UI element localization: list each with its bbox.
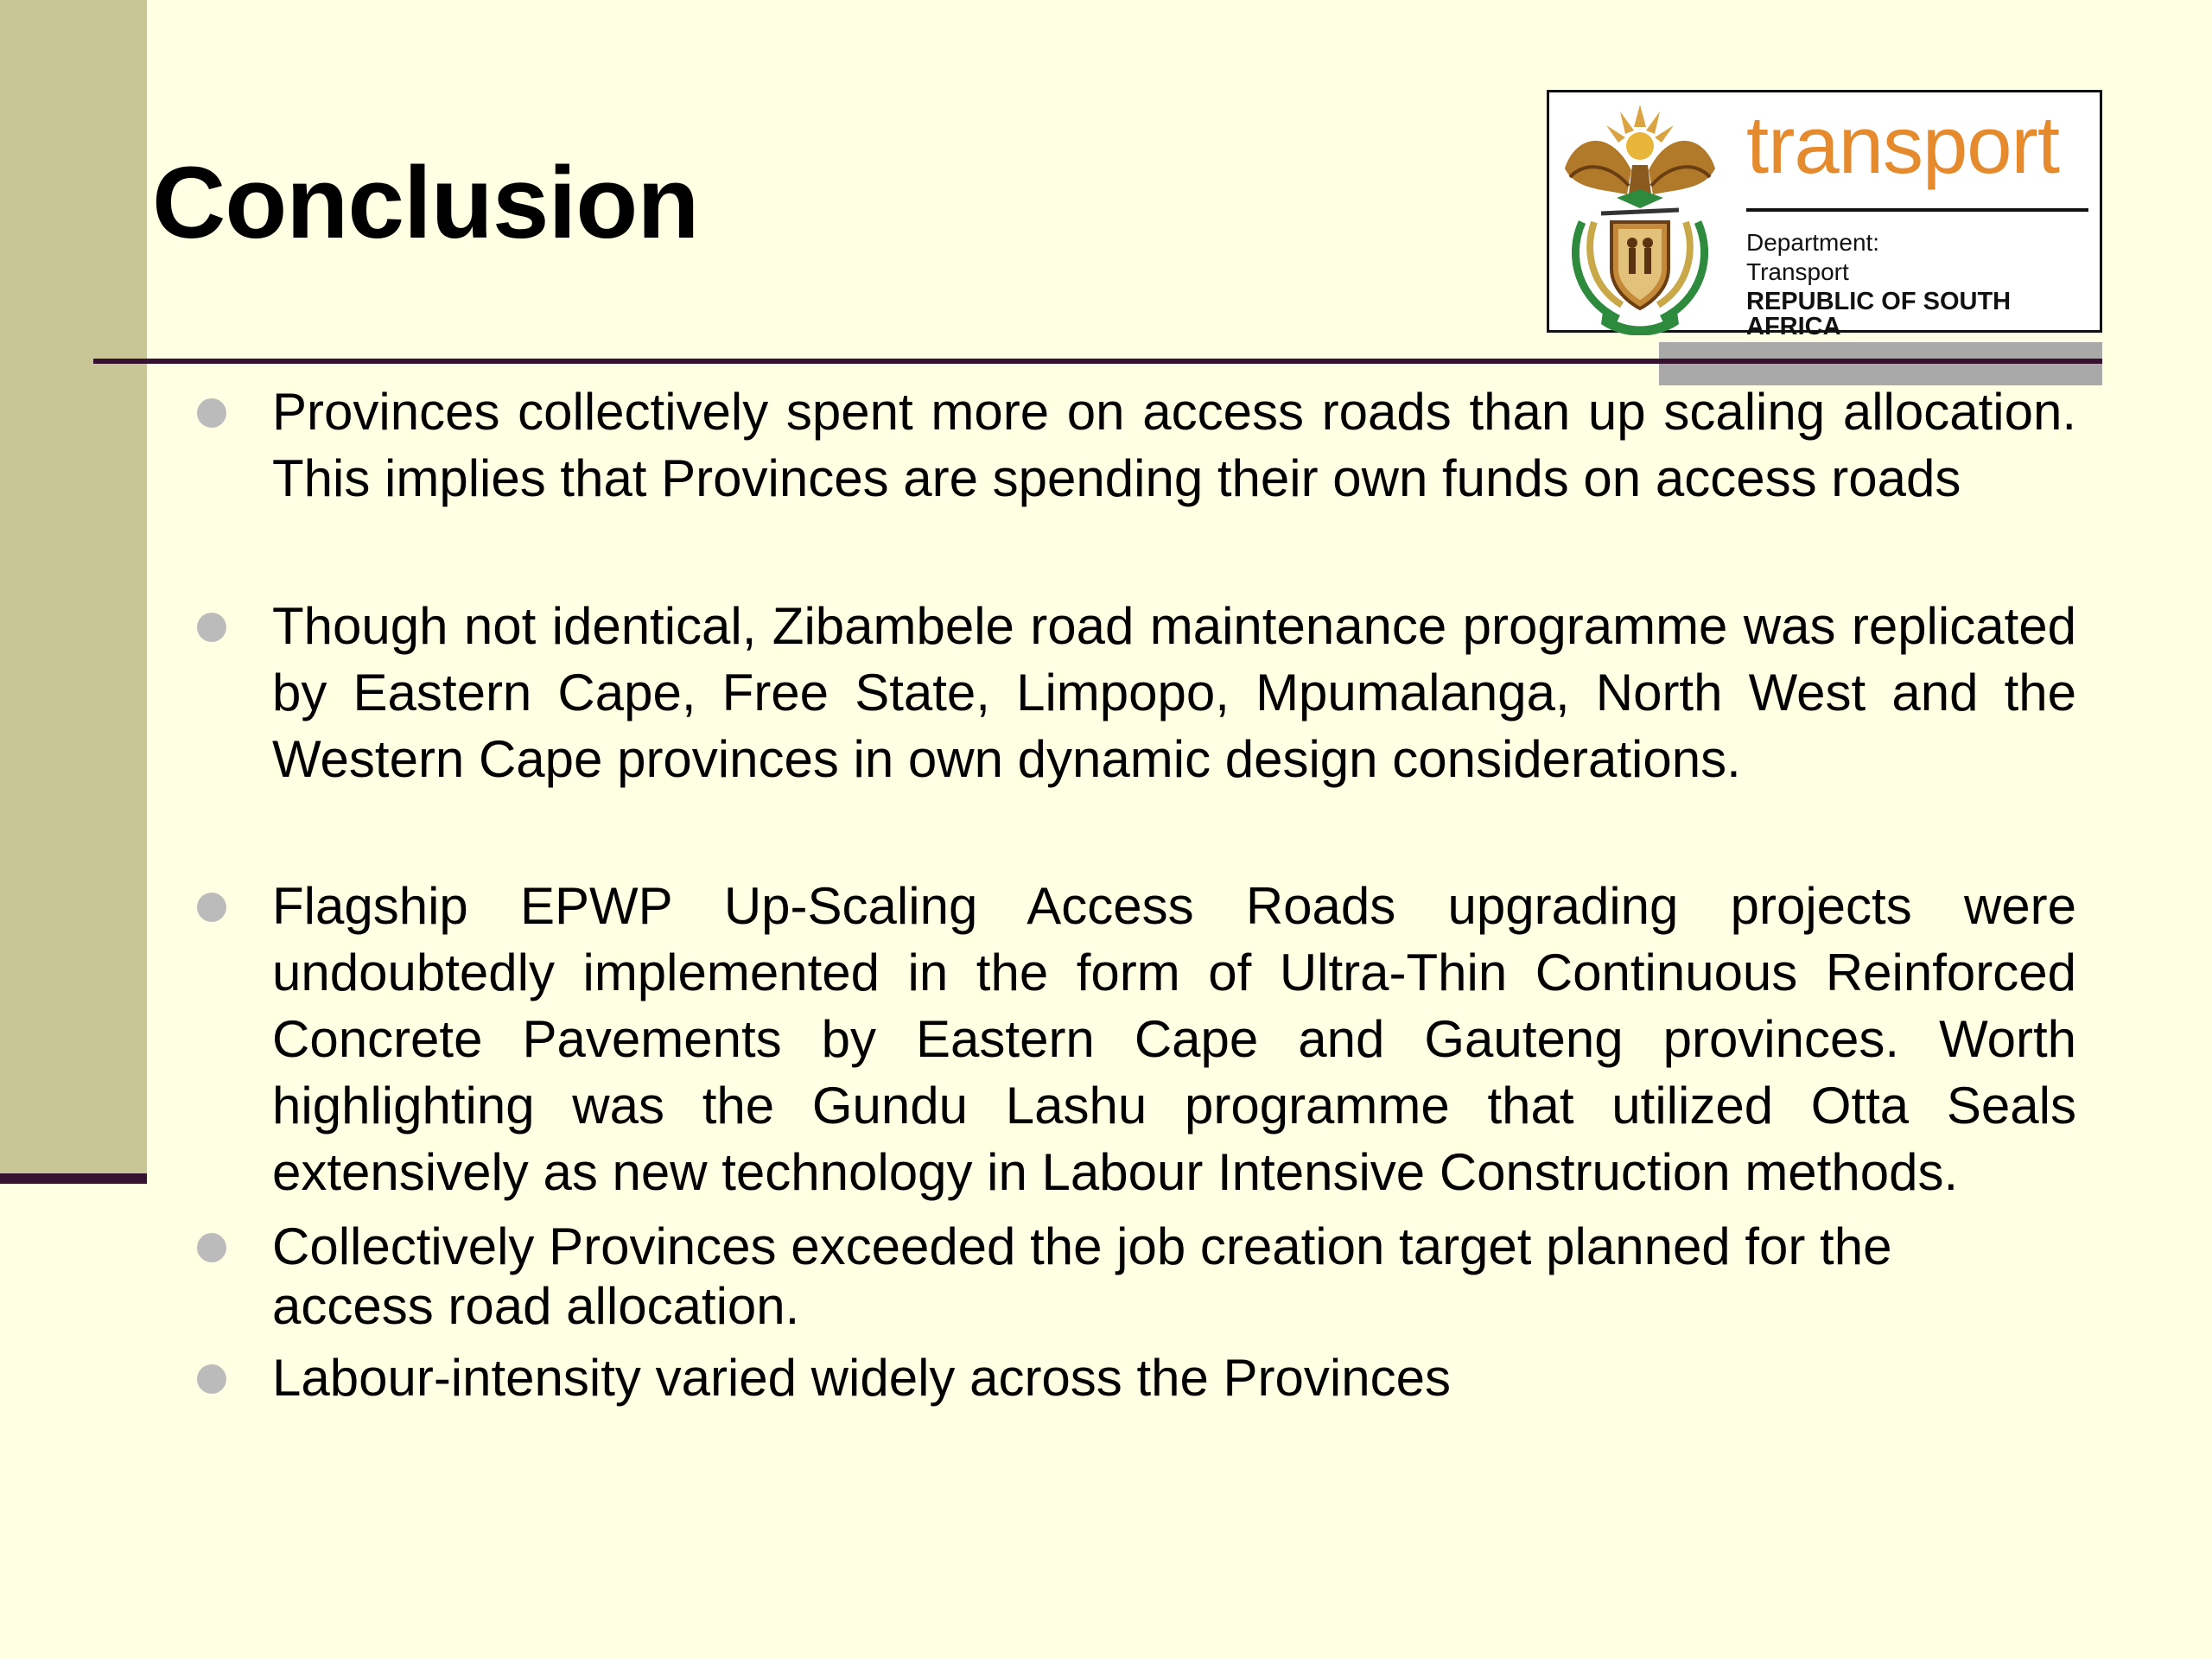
bullet-dot-icon bbox=[197, 613, 226, 642]
list-item-text: Provinces collectively spent more on access roads than up scaling allocation. This implies that Provinces are spending their own funds on access roads bbox=[272, 383, 2076, 507]
list-item-text: Collectively Provinces exceeded the job creation target planned for the access road allocation. bbox=[272, 1217, 1892, 1335]
slide-title: Conclusion bbox=[152, 146, 699, 260]
logo-rule bbox=[1746, 208, 2088, 212]
list-item-text: Flagship EPWP Up-Scaling Access Roads upgrading projects were undoubtedly implemented in the form of Ultra-Thin Continuous Reinforced Concrete Pavements by Eastern Cape and Gauteng provinces. Worth highlighting was the Gundu Lashu programme that utilized Otta Seals extensively as new technology in Labour Intensive Construction methods. bbox=[272, 877, 2076, 1201]
logo-department-label: Department: bbox=[1746, 229, 1880, 256]
list-item-text: Labour-intensity varied widely across the Provinces bbox=[272, 1349, 1451, 1407]
logo-department-name: Transport bbox=[1746, 258, 1849, 285]
sidebar-accent-bar bbox=[0, 1173, 147, 1184]
list-item bbox=[272, 593, 2076, 792]
logo-country: REPUBLIC OF SOUTH AFRICA bbox=[1746, 288, 2012, 340]
list-item bbox=[272, 1348, 2076, 1408]
list-item bbox=[272, 378, 2076, 512]
list-item bbox=[272, 873, 2076, 1205]
bullet-dot-icon bbox=[197, 398, 226, 428]
list-item bbox=[272, 1217, 2044, 1336]
logo-wordmark: transport bbox=[1746, 99, 2059, 190]
sidebar-accent bbox=[0, 0, 147, 1173]
bullet-dot-icon bbox=[197, 1364, 226, 1394]
list-item-text: Though not identical, Zibambele road maintenance programme was replicated by Eastern Cape, Free State, Limpopo, Mpumalanga, North West and the Western Cape provinces in own dynamic design considerations. bbox=[272, 597, 2076, 788]
bullet-dot-icon bbox=[197, 1233, 226, 1262]
title-divider bbox=[93, 359, 2102, 364]
coat-of-arms-icon bbox=[1549, 92, 1731, 335]
bullet-dot-icon bbox=[197, 893, 226, 922]
department-logo bbox=[1547, 90, 2102, 340]
